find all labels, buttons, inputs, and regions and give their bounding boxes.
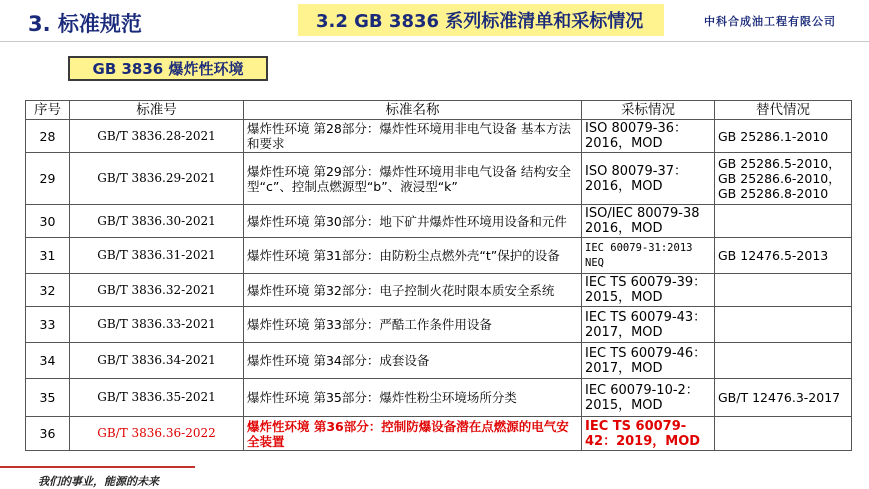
row-replace <box>715 307 852 343</box>
row-code: GB/T 3836.36-2022 <box>70 417 244 451</box>
row-no: 29 <box>26 153 70 205</box>
row-name: 爆炸性环境 第30部分：地下矿井爆炸性环境用设备和元件 <box>244 205 582 238</box>
row-code: GB/T 3836.35-2021 <box>70 379 244 417</box>
row-name: 爆炸性环境 第32部分：电子控制火花时限本质安全系统 <box>244 274 582 307</box>
row-name: 爆炸性环境 第34部分：成套设备 <box>244 343 582 379</box>
slide-title: 3.2 GB 3836 系列标准清单和采标情况 <box>298 4 664 36</box>
row-name: 爆炸性环境 第35部分：爆炸性粉尘环境场所分类 <box>244 379 582 417</box>
row-no: 32 <box>26 274 70 307</box>
company-name: 中科合成油工程有限公司 <box>704 15 836 28</box>
row-adopt: ISO 80079-36：2016，MOD <box>582 120 715 153</box>
row-no: 34 <box>26 343 70 379</box>
row-no: 33 <box>26 307 70 343</box>
row-adopt: IEC TS 60079-43：2017，MOD <box>582 307 715 343</box>
table-row <box>26 379 852 417</box>
table-row <box>26 343 852 379</box>
table-row <box>26 307 852 343</box>
row-replace: GB/T 12476.3-2017 <box>715 379 852 417</box>
standards-table <box>25 100 852 451</box>
row-adopt: IEC 60079-10-2：2015，MOD <box>582 379 715 417</box>
row-code: GB/T 3836.34-2021 <box>70 343 244 379</box>
row-replace: GB 25286.1-2010 <box>715 120 852 153</box>
row-replace <box>715 343 852 379</box>
header-adopt: 采标情况 <box>582 101 715 120</box>
table-row-highlighted <box>26 417 852 451</box>
row-adopt: IEC TS 60079-42：2019，MOD <box>582 417 715 451</box>
row-adopt: IEC TS 60079-39：2015，MOD <box>582 274 715 307</box>
table-row <box>26 274 852 307</box>
row-code: GB/T 3836.28-2021 <box>70 120 244 153</box>
header-code: 标准号 <box>70 101 244 120</box>
row-code: GB/T 3836.29-2021 <box>70 153 244 205</box>
table-row <box>26 238 852 274</box>
table-row <box>26 120 852 153</box>
row-no: 31 <box>26 238 70 274</box>
table-row <box>26 205 852 238</box>
row-name: 爆炸性环境 第31部分：由防粉尘点燃外壳“t”保护的设备 <box>244 238 582 274</box>
row-name: 爆炸性环境 第33部分：严酷工作条件用设备 <box>244 307 582 343</box>
row-adopt: ISO/IEC 80079-38 2016，MOD <box>582 205 715 238</box>
table-row <box>26 153 852 205</box>
footer-divider <box>0 466 195 468</box>
row-name: 爆炸性环境 第36部分：控制防爆设备潜在点燃源的电气安全装置 <box>244 417 582 451</box>
header-divider <box>0 41 869 42</box>
footer-slogan: 我们的事业，能源的未来 <box>38 475 159 488</box>
row-name: 爆炸性环境 第29部分：爆炸性环境用非电气设备 结构安全型“c”、控制点燃源型“b”、液浸型“k” <box>244 153 582 205</box>
row-no: 30 <box>26 205 70 238</box>
row-replace <box>715 274 852 307</box>
row-no: 36 <box>26 417 70 451</box>
row-name: 爆炸性环境 第28部分：爆炸性环境用非电气设备 基本方法和要求 <box>244 120 582 153</box>
header-bar <box>0 0 869 42</box>
header-name: 标准名称 <box>244 101 582 120</box>
section-title: 3. 标准规范 <box>28 12 142 36</box>
row-replace <box>715 205 852 238</box>
subtitle-box: GB 3836 爆炸性环境 <box>68 56 268 81</box>
row-replace: GB 25286.5-2010，GB 25286.6-2010，GB 25286.8-2010 <box>715 153 852 205</box>
row-adopt: IEC TS 60079-46：2017，MOD <box>582 343 715 379</box>
row-replace <box>715 417 852 451</box>
row-adopt: IEC 60079-31:2013 NEQ <box>582 238 715 274</box>
header-no: 序号 <box>26 101 70 120</box>
row-no: 35 <box>26 379 70 417</box>
row-code: GB/T 3836.32-2021 <box>70 274 244 307</box>
row-code: GB/T 3836.33-2021 <box>70 307 244 343</box>
header-replace: 替代情况 <box>715 101 852 120</box>
row-code: GB/T 3836.31-2021 <box>70 238 244 274</box>
table-header-row <box>26 101 852 120</box>
row-adopt: ISO 80079-37：2016，MOD <box>582 153 715 205</box>
row-code: GB/T 3836.30-2021 <box>70 205 244 238</box>
row-no: 28 <box>26 120 70 153</box>
row-replace: GB 12476.5-2013 <box>715 238 852 274</box>
